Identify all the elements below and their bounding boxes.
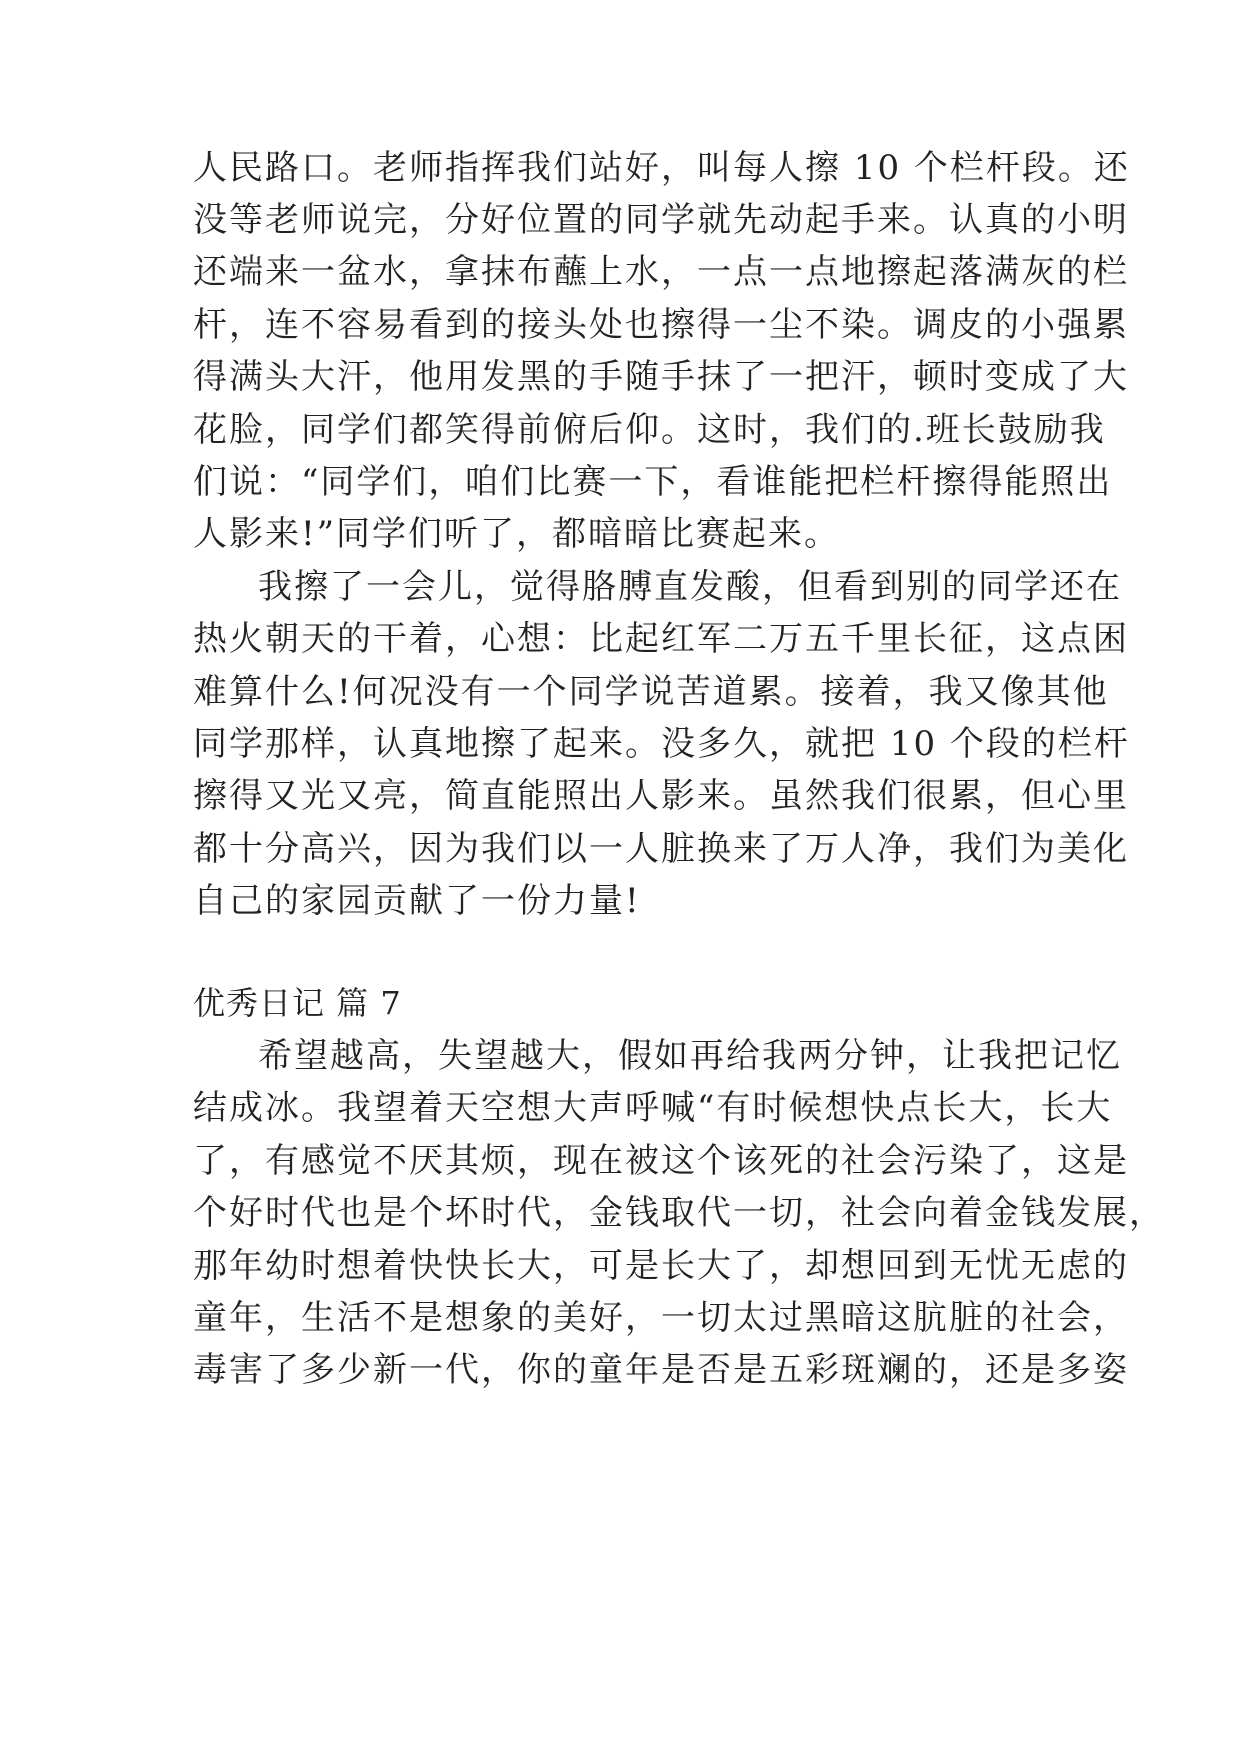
paragraph-line: 都十分高兴，因为我们以一人脏换来了万人净，我们为美化 — [193, 829, 1129, 869]
paragraph-line: 了，有感觉不厌其烦，现在被这个该死的社会污染了，这是 — [193, 1141, 1129, 1181]
paragraph-line: 那年幼时想着快快长大，可是长大了，却想回到无忧无虑的 — [193, 1246, 1129, 1286]
paragraph-line: 杆，连不容易看到的接头处也擦得一尘不染。调皮的小强累 — [193, 305, 1129, 345]
paragraph-line: 得满头大汗，他用发黑的手随手抹了一把汗，顿时变成了大 — [193, 357, 1129, 397]
paragraph-line: 花脸，同学们都笑得前俯后仰。这时，我们的.班长鼓励我 — [193, 410, 1106, 450]
paragraph-line: 难算什么!何况没有一个同学说苦道累。接着，我又像其他 — [193, 672, 1109, 712]
paragraph-line: 自己的家园贡献了一份力量! — [193, 881, 641, 921]
paragraph-line: 童年，生活不是想象的美好，一切太过黑暗这肮脏的社会， — [193, 1298, 1129, 1338]
paragraph-line: 结成冰。我望着天空想大声呼喊“有时候想快点长大，长大 — [193, 1088, 1113, 1128]
section-heading: 优秀日记 篇 7 — [193, 984, 402, 1022]
paragraph-line: 我擦了一会儿，觉得胳膊直发酸，但看到别的同学还在 — [258, 567, 1122, 607]
paragraph-line: 擦得又光又亮，简直能照出人影来。虽然我们很累，但心里 — [193, 776, 1129, 816]
paragraph-line: 毒害了多少新一代，你的童年是否是五彩斑斓的，还是多姿 — [193, 1350, 1129, 1390]
paragraph-line: 还端来一盆水，拿抹布蘸上水，一点一点地擦起落满灰的栏 — [193, 252, 1129, 292]
paragraph-line: 人民路口。老师指挥我们站好，叫每人擦 10 个栏杆段。还 — [193, 148, 1130, 188]
paragraph-line: 热火朝天的干着，心想：比起红军二万五千里长征，这点困 — [193, 619, 1129, 659]
paragraph-line: 同学那样，认真地擦了起来。没多久，就把 10 个段的栏杆 — [193, 724, 1130, 764]
paragraph-line: 个好时代也是个坏时代，金钱取代一切，社会向着金钱发展， — [193, 1193, 1165, 1233]
paragraph-line: 们说：“同学们，咱们比赛一下，看谁能把栏杆擦得能照出 — [193, 462, 1113, 502]
paragraph-line: 没等老师说完，分好位置的同学就先动起手来。认真的小明 — [193, 200, 1129, 240]
paragraph-line: 希望越高，失望越大，假如再给我两分钟，让我把记忆 — [258, 1036, 1122, 1076]
paragraph-line: 人影来!”同学们听了，都暗暗比赛起来。 — [193, 514, 841, 554]
